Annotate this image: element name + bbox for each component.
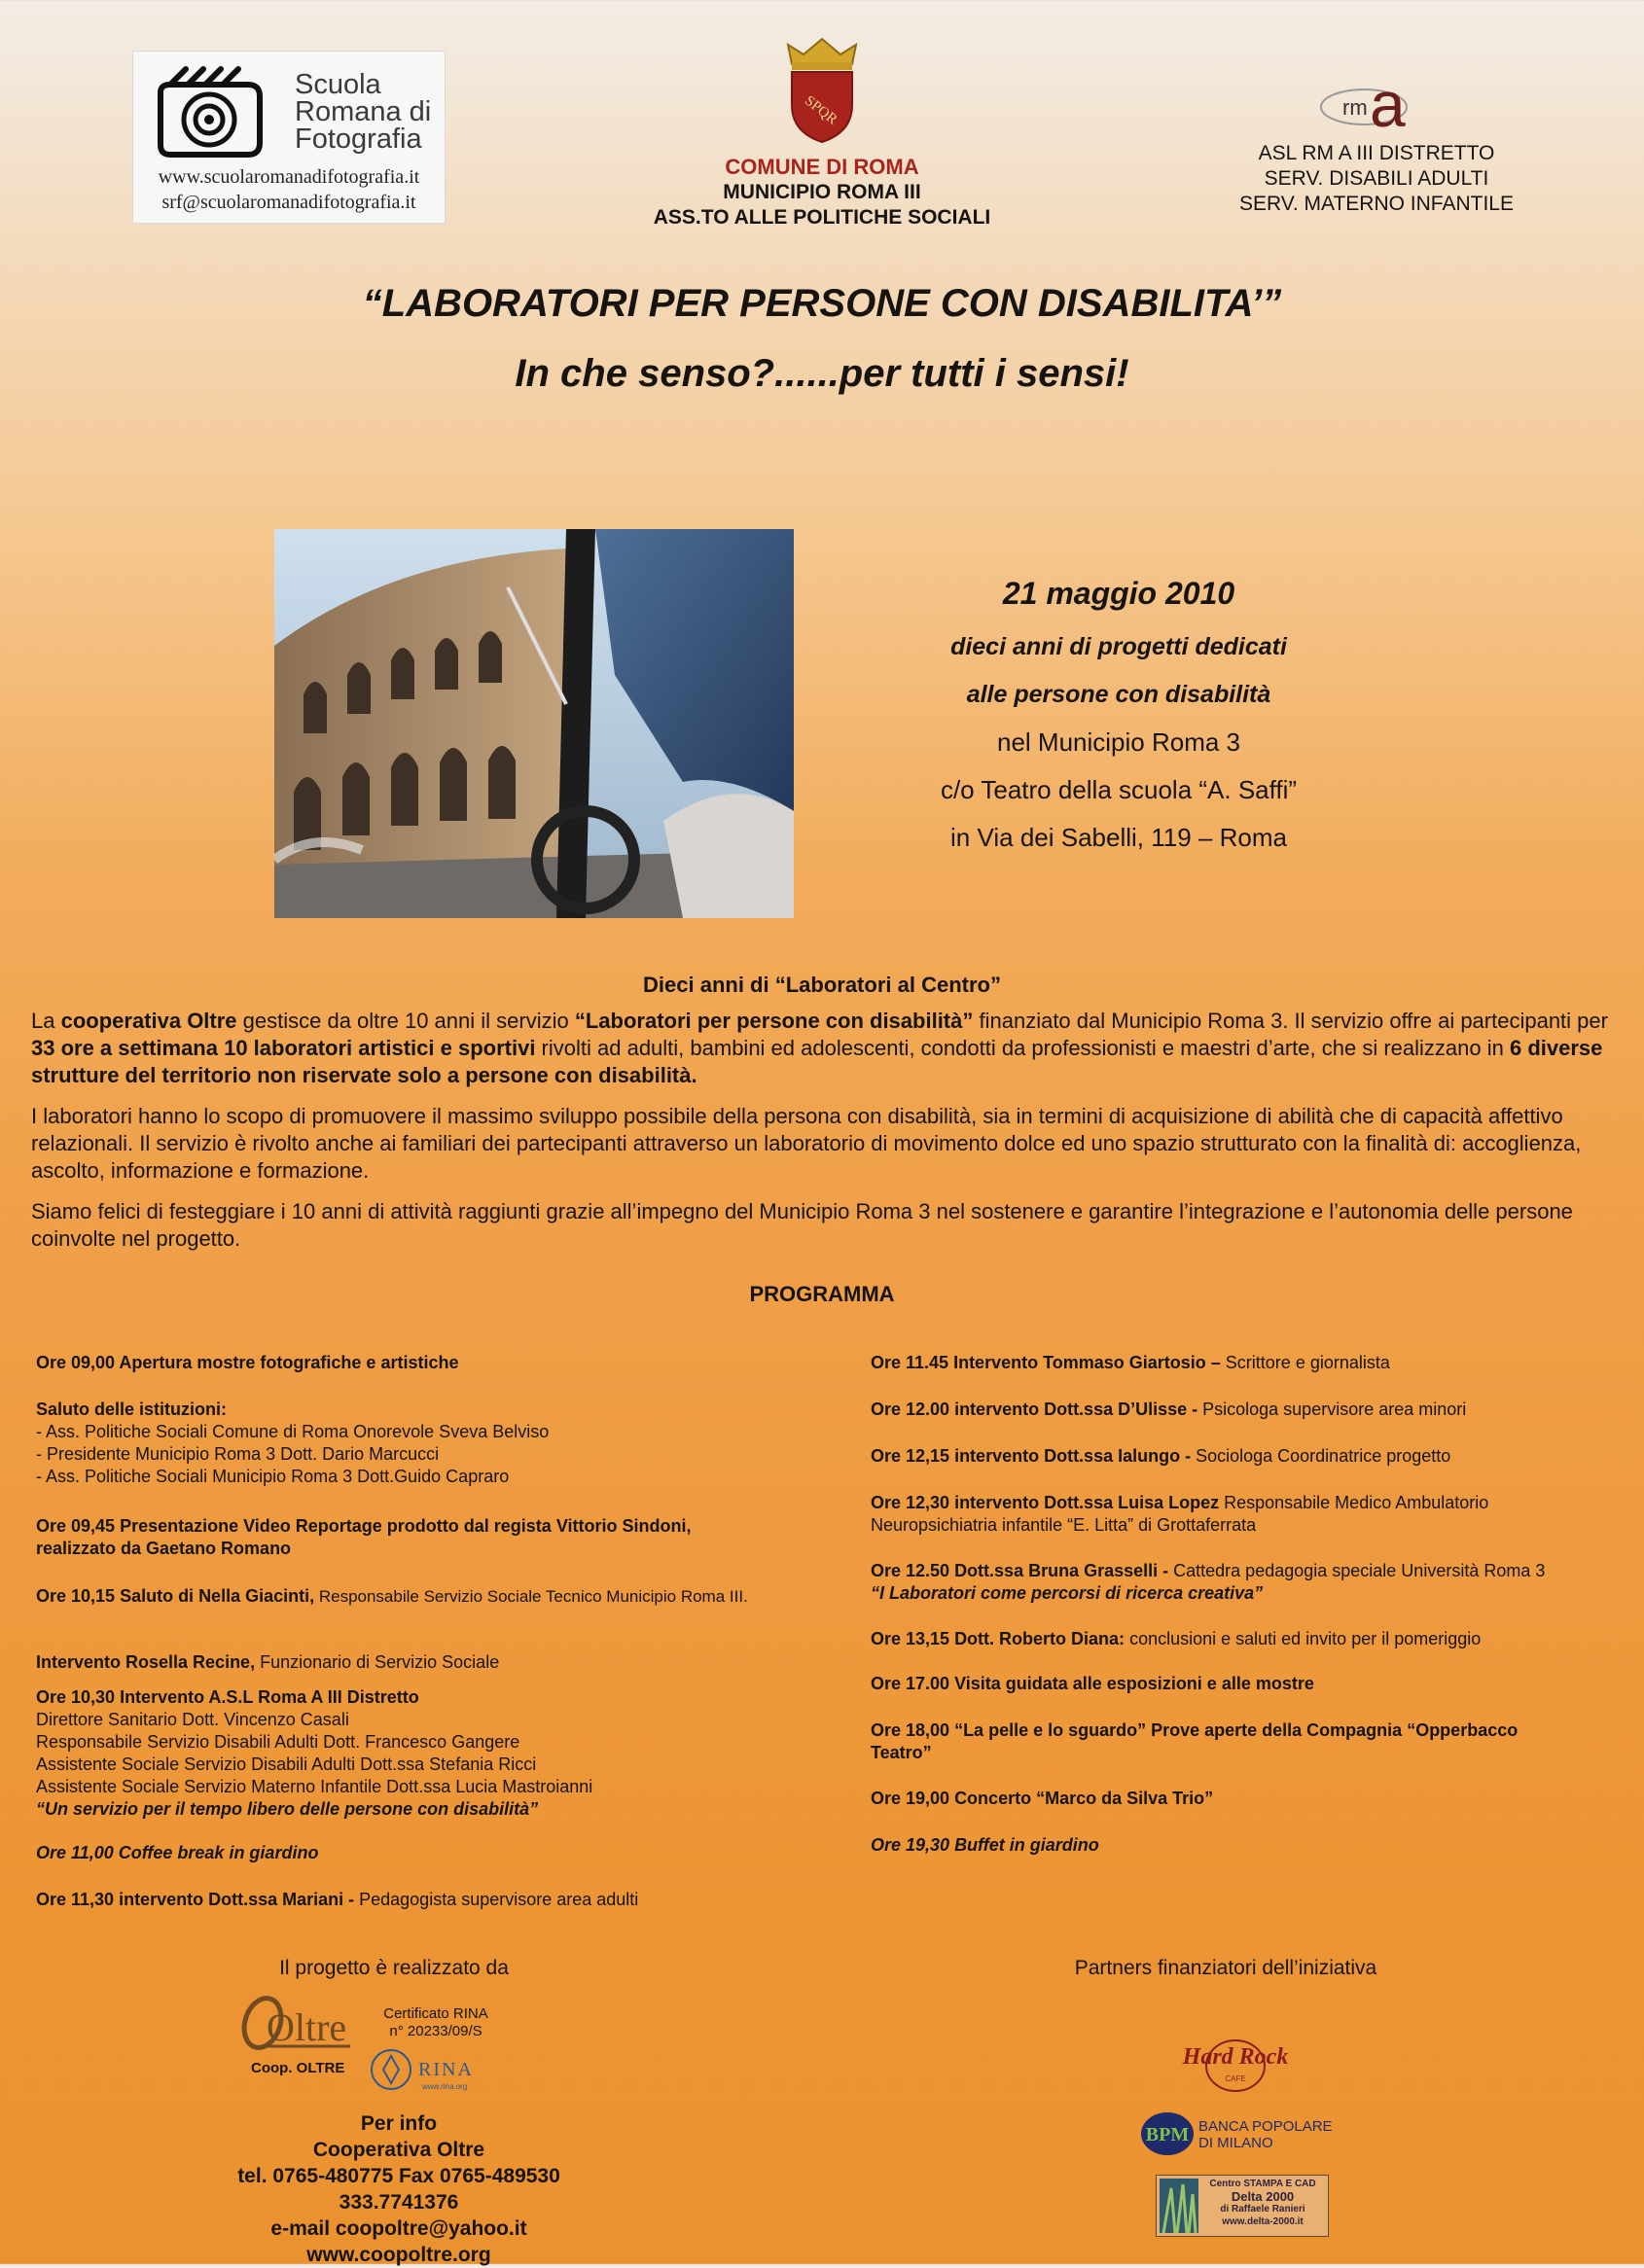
program-item-time: Ore 11.45 Intervento Tommaso Giartosio – — [871, 1353, 1221, 1372]
subtitle: In che senso?......per tutti i sensi! — [515, 352, 1129, 395]
contact-phone[interactable]: tel. 0765-480775 Fax 0765-489530 — [237, 2165, 560, 2187]
program-item — [36, 1515, 834, 1560]
svg-text:SPQR: SPQR — [802, 92, 840, 128]
srf-email[interactable]: srf@scuolaromanadifotografia.it — [161, 192, 416, 213]
contact-line: Per info — [360, 2112, 438, 2135]
event-info — [856, 576, 1381, 862]
program-item: Ore 19,00 Concerto “Marco da Silva Trio” — [871, 1789, 1214, 1808]
program-item-desc: Pedagogista supervisore area adulti — [354, 1890, 639, 1909]
contact-info — [165, 2110, 632, 2268]
srf-name-line: Romana di — [295, 96, 432, 127]
svg-text:a: a — [1370, 68, 1406, 136]
delta-text — [1199, 2178, 1326, 2228]
srf-name-line: Fotografia — [295, 124, 422, 155]
realizzato-label: Il progetto è realizzato da — [279, 1957, 509, 1979]
program-item: Ore 11,00 Coffee break in giardino — [36, 1843, 319, 1862]
contact-website[interactable]: www.coopoltre.org — [306, 2244, 491, 2266]
oltre-caption: Coop. OLTRE — [251, 2060, 345, 2076]
program-item-time: Ore 13,15 Dott. Roberto Diana: — [871, 1629, 1126, 1648]
srf-name-line: Scuola — [295, 69, 381, 100]
text-bold: 6 diverse strutture del territorio non riservate solo a persone con disabilità. — [31, 1036, 1603, 1087]
svg-text:CAFE: CAFE — [1225, 2074, 1246, 2083]
delta-2000-logo — [1156, 2175, 1329, 2237]
program-item — [36, 1399, 834, 1488]
program-item-line: Neuropsichiatria infantile “E. Litta” di Grottaferrata — [871, 1515, 1257, 1535]
delta-line: Centro STAMPA E CAD — [1209, 2179, 1316, 2189]
contact-mobile[interactable]: 333.7741376 — [339, 2191, 459, 2214]
event-place: nel Municipio Roma 3 — [996, 727, 1240, 757]
section-heading: Dieci anni di “Laboratori al Centro” — [643, 973, 1001, 997]
text-span: finanziato dal Municipio Roma 3. Il servizio offre ai partecipanti per — [973, 1009, 1608, 1033]
colosseum-photo — [274, 529, 794, 918]
program-item-line: Ore 09,45 Presentazione Video Reportage prodotto dal regista Vittorio Sindoni, — [36, 1516, 692, 1536]
event-place: in Via dei Sabelli, 119 – Roma — [950, 823, 1287, 852]
programma-heading: PROGRAMMA — [749, 1282, 895, 1306]
program-item-time: Ore 12,15 intervento Dott.ssa Ialungo - — [871, 1446, 1192, 1466]
text-span: gestisce da oltre 10 anni il servizio — [236, 1009, 575, 1033]
program-item-desc: Psicologa supervisore area minori — [1197, 1400, 1467, 1419]
program-item-line: Assistente Sociale Servizio Disabili Adulti Dott.ssa Stefania Ricci — [36, 1754, 537, 1774]
svg-text:rm: rm — [1342, 95, 1368, 120]
assessorato-name: ASS.TO ALLE POLITICHE SOCIALI — [653, 206, 991, 229]
bpm-name-line: BANCA POPOLARE — [1198, 2118, 1333, 2135]
contact-line: Cooperativa Oltre — [312, 2139, 485, 2161]
program-item-line: realizzato da Gaetano Romano — [36, 1539, 292, 1558]
program-item-time: Ore 12,30 intervento Dott.ssa Luisa Lopez — [871, 1493, 1220, 1512]
program-item-time: Ore 11,30 intervento Dott.ssa Mariani - — [36, 1890, 355, 1909]
bpm-logo — [1140, 2110, 1374, 2157]
partners-label: Partners finanziatori dell’iniziativa — [1074, 1957, 1377, 1979]
program-item — [871, 1352, 1620, 1374]
rina-cert-line: Certificato RINA — [383, 2005, 488, 2022]
asl-line: SERV. DISABILI ADULTI — [1264, 167, 1489, 190]
intro-paragraph — [31, 1008, 1613, 1089]
program-item-desc: Responsabile Servizio Sociale Tecnico Municipio Roma III. — [314, 1587, 748, 1606]
rina-logo — [370, 2046, 486, 2093]
event-date: 21 maggio 2010 — [1002, 576, 1235, 611]
laboratori-paragraph: I laboratori hanno lo scopo di promuovere il massimo sviluppo possibile della persona con disabilità, sia in termini di acquisizione di abilità che di capacità affettivo relazionali. Il servizio è rivolto anche ai familiari dei partecipanti attraverso un laboratorio di movimento dolce ed uno spazio strutturato con la finalità di: accoglienza, ascolto, informazione e formazione. — [31, 1104, 1582, 1183]
program-item-line: Responsabile Servizio Disabili Adulti Dott. Francesco Gangere — [36, 1732, 520, 1752]
text-bold: cooperativa Oltre — [60, 1009, 237, 1033]
asl-line: ASL RM A III DISTRETTO — [1258, 142, 1495, 164]
program-item-time: Intervento Rosella Recine, — [36, 1652, 256, 1672]
text-bold: 33 ore a settimana 10 laboratori artistici e sportivi — [31, 1036, 536, 1060]
program-item-desc: Scrittore e giornalista — [1220, 1353, 1390, 1372]
program-item-line: Teatro” — [871, 1743, 932, 1762]
program-item-time: Ore 12.50 Dott.ssa Bruna Grasselli - — [871, 1561, 1169, 1580]
contact-email[interactable]: e-mail coopoltre@yahoo.it — [270, 2217, 527, 2240]
svg-text:RINA: RINA — [418, 2059, 474, 2080]
bpm-name-line: DI MILANO — [1198, 2135, 1273, 2151]
event-place: c/o Teatro della scuola “A. Saffi” — [940, 775, 1298, 804]
asl-line: SERV. MATERNO INFANTILE — [1238, 193, 1514, 215]
camera-eye-icon — [151, 63, 277, 160]
program-item-line: Assistente Sociale Servizio Materno Infantile Dott.ssa Lucia Mastroianni — [36, 1777, 593, 1796]
delta-line: di Raffaele Ranieri — [1220, 2204, 1305, 2215]
rina-cert-line: n° 20233/09/S — [389, 2023, 482, 2039]
program-item — [871, 1399, 1620, 1421]
delta-line: www.delta-2000.it — [1222, 2216, 1304, 2227]
program-item — [871, 1628, 1620, 1650]
program-item — [36, 1889, 834, 1911]
srf-website[interactable]: www.scuolaromanadifotografia.it — [158, 166, 420, 188]
program-item-desc: Cattedra pedagogia speciale Università Roma 3 — [1168, 1561, 1546, 1580]
rina-certificate — [368, 2005, 504, 2040]
srf-name — [295, 71, 431, 153]
program-item-line: Direttore Sanitario Dott. Vincenzo Casali — [36, 1710, 349, 1729]
asl-block — [1201, 68, 1552, 217]
celebration-paragraph: Siamo felici di festeggiare i 10 anni di attività raggiunti grazie all’impegno del Municipio Roma 3 nel sostenere e garantire l’integrazione e l’autonomia delle persone coinvolte nel progetto. — [31, 1199, 1573, 1251]
text-bold: “Laboratori per persone con disabilità” — [574, 1009, 974, 1033]
program-item-line: - Ass. Politiche Sociali Municipio Roma 3 Dott.Guido Capraro — [36, 1467, 510, 1486]
program-item-quote: “I Laboratori come percorsi di ricerca creativa” — [871, 1583, 1264, 1603]
program-item-desc: Sociologa Coordinatrice progetto — [1191, 1446, 1451, 1466]
event-tagline: dieci anni di progetti dedicati — [950, 633, 1287, 660]
asl-rma-logo — [1313, 68, 1440, 136]
program-item-quote: “Un servizio per il tempo libero delle persone con disabilità” — [36, 1799, 539, 1819]
program-item: Ore 17.00 Visita guidata alle esposizioni e alle mostre — [871, 1674, 1314, 1693]
program-item-time: Ore 12.00 intervento Dott.ssa D’Ulisse - — [871, 1400, 1198, 1419]
program-item — [871, 1719, 1620, 1764]
program-item-desc: Funzionario di Servizio Sociale — [255, 1652, 500, 1672]
municipio-name: MUNICIPIO ROMA III — [723, 181, 921, 203]
program-item-desc: Responsabile Medico Ambulatorio — [1219, 1493, 1489, 1512]
program-item — [36, 1686, 834, 1821]
program-item-desc: conclusioni e saluti ed invito per il pomeriggio — [1125, 1629, 1482, 1648]
program-item — [871, 1560, 1620, 1605]
program-item — [36, 1651, 834, 1674]
svg-text:BPM: BPM — [1145, 2124, 1190, 2145]
hard-rock-cafe-logo — [1167, 2033, 1304, 2095]
program-item — [871, 1445, 1620, 1468]
program-item-line: - Presidente Municipio Roma 3 Dott. Dario Marcucci — [36, 1444, 440, 1464]
svg-text:Oltre: Oltre — [267, 2005, 347, 2049]
text-span: La — [31, 1009, 61, 1033]
comune-di-roma-block — [603, 35, 1041, 230]
comune-name: COMUNE DI ROMA — [725, 155, 919, 179]
program-item-heading: Saluto delle istituzioni: — [36, 1400, 228, 1419]
oltre-logo — [241, 1988, 358, 2056]
main-title: “LABORATORI PER PERSONE CON DISABILITA’” — [362, 282, 1282, 325]
roma-crest-icon — [778, 35, 866, 144]
svg-text:www.rina.org: www.rina.org — [422, 2082, 468, 2091]
program-item — [871, 1492, 1620, 1537]
svg-text:Hard Rock: Hard Rock — [1182, 2044, 1289, 2070]
delta-line: Delta 2000 — [1231, 2189, 1295, 2204]
program-item — [36, 1585, 834, 1608]
program-item-line: Ore 18,00 “La pelle e lo sguardo” Prove aperte della Compagnia “Opperbacco — [871, 1720, 1519, 1740]
program-item-line: - Ass. Politiche Sociali Comune di Roma Onorevole Sveva Belviso — [36, 1422, 550, 1441]
event-tagline: alle persone con disabilità — [966, 681, 1271, 708]
bpm-name — [1198, 2118, 1333, 2151]
text-span: rivolti ad adulti, bambini ed adolescenti, condotti da professionisti e maestri d’arte, che si realizzano in — [535, 1036, 1510, 1060]
program-item-time: Ore 10,15 Saluto di Nella Giacinti, — [36, 1586, 315, 1606]
program-item: Ore 19,30 Buffet in giardino — [871, 1835, 1099, 1855]
program-item-heading: Ore 10,30 Intervento A.S.L Roma A III Distretto — [36, 1687, 419, 1707]
program-item: Ore 09,00 Apertura mostre fotografiche e artistiche — [36, 1353, 459, 1372]
scuola-romana-fotografia-logo — [132, 51, 446, 224]
